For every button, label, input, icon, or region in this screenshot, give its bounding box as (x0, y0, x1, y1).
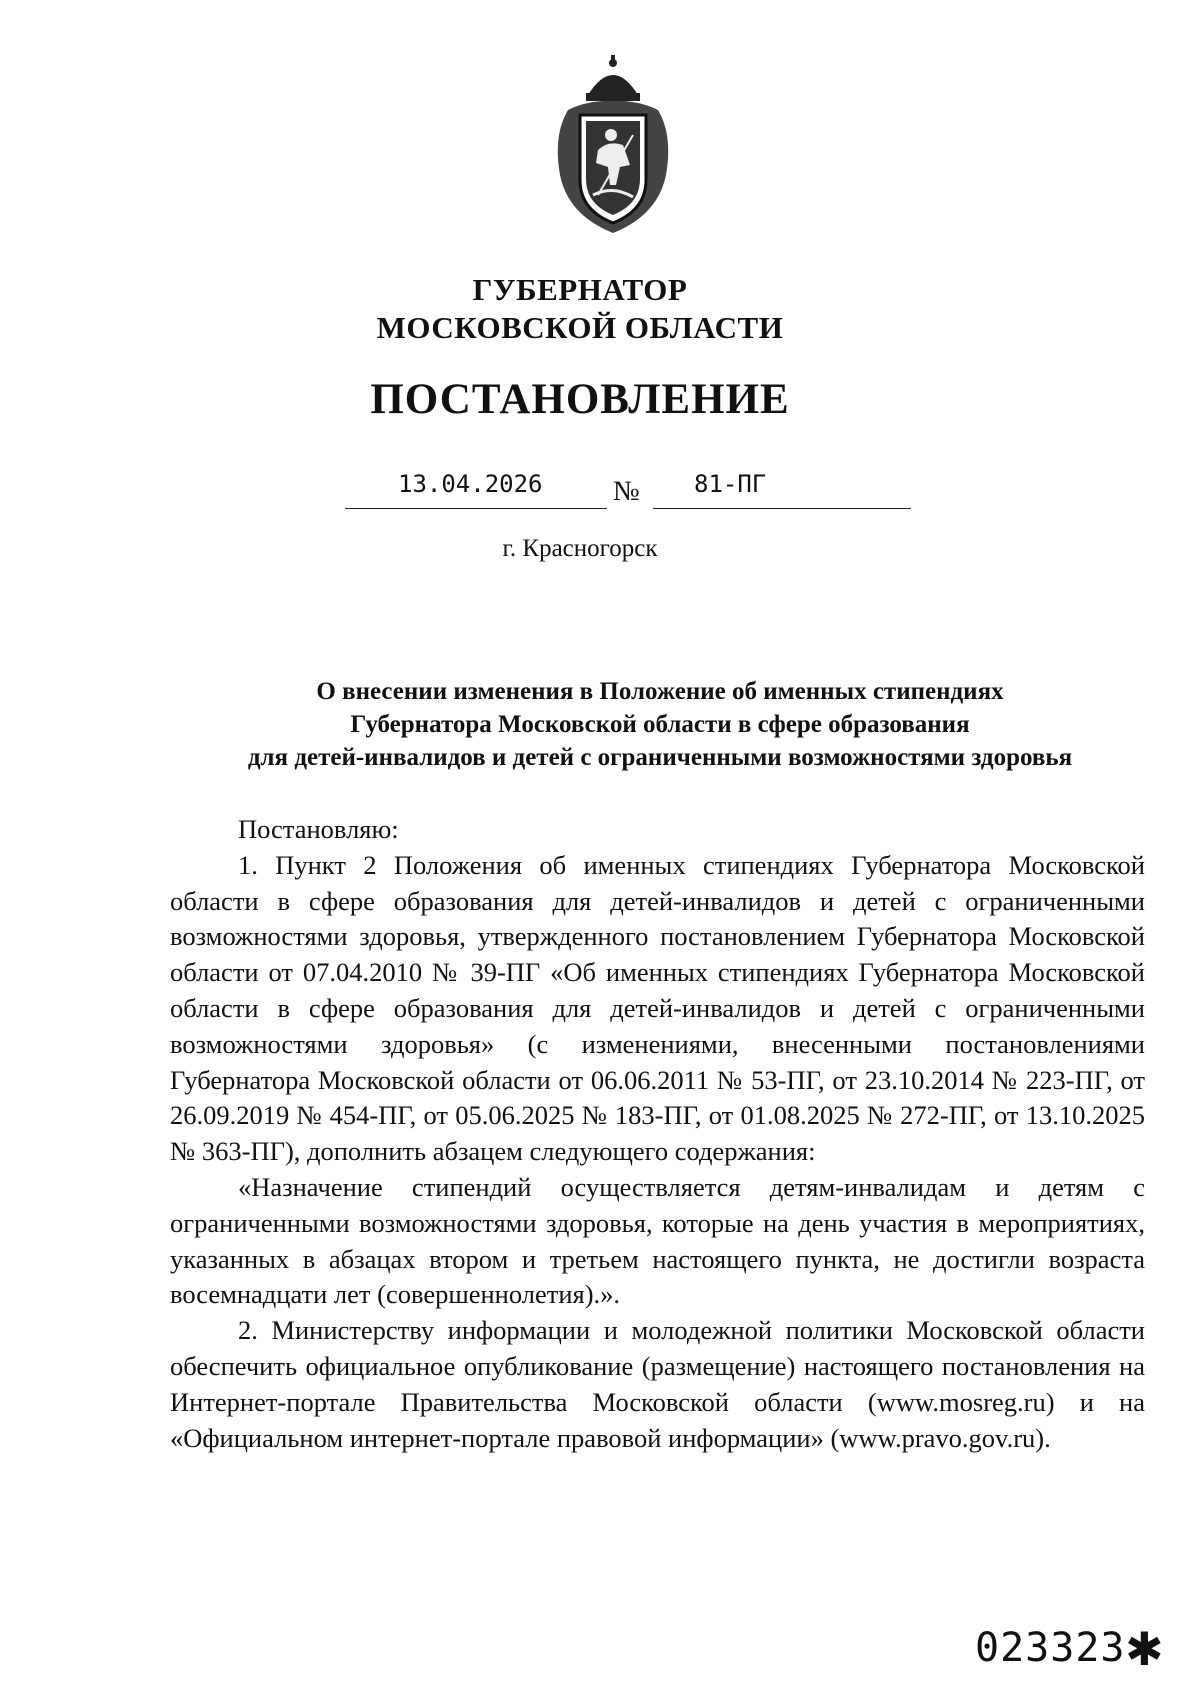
body-item-2: 2. Министерству информации и молодежной политики Московской области обеспечить официальное опубликование (размещение) настоящего постановления на Интернет-портале Правительства Московской области (www.mosreg.ru) и на «Официальном интернет-портале правовой информации» (www.pravo.gov.ru). (170, 1315, 1145, 1453)
form-serial-number: 023323 (975, 1625, 1126, 1671)
number-sign: № (613, 476, 640, 507)
authority-name-line2: МОСКОВСКОЙ ОБЛАСТИ (376, 310, 784, 345)
document-subject (160, 675, 1160, 774)
body-quote: «Назначение стипендий осуществляется детям-инвалидам и детям с ограниченными возможностями здоровья, которые на день участия в мероприятиях, указанных в абзацах втором и третьем настоящего пункта, не достигли возраста восемнадцати лет (совершеннолетия).». (170, 1171, 1145, 1310)
body-intro: Постановляю: (238, 814, 399, 844)
number-underline (653, 508, 911, 509)
document-city: г. Красногорск (502, 535, 658, 562)
document-number: 81-ПГ (694, 470, 767, 498)
document-body (170, 812, 1145, 1456)
body-item-1: 1. Пункт 2 Положения об именных стипендиях Губернатора Московской области в сфере образования для детей-инвалидов и детей с ограниченными возможностями здоровья, утвержденного постановлением Губернатора Московской области от 07.04.2010 № 39-ПГ «Об именных стипендиях Губернатора Московской области в сфере образования для детей-инвалидов и детей с ограниченными возможностями здоровья» (с изменениями, внесенными постановлениями Губернатора Московской области от 06.06.2011 № 53-ПГ, от 23.10.2014 № 223-ПГ, от 26.09.2019 № 454-ПГ, от 05.06.2025 № 183-ПГ, от 01.08.2025 № 272-ПГ, от 13.10.2025 № 363-ПГ), дополнить абзацем следующего содержания: (170, 849, 1145, 1167)
document-date: 13.04.2026 (398, 470, 543, 498)
subject-line-1: О внесении изменения в Положение об именных стипендиях (316, 678, 1004, 705)
coat-of-arms-icon (548, 55, 678, 235)
serial-mark-icon: ✱ (1125, 1622, 1164, 1676)
subject-line-3: для детей-инвалидов и детей с ограниченными возможностями здоровья (247, 744, 1073, 771)
date-underline (345, 508, 607, 509)
subject-line-2: Губернатора Московской области в сфере образования (350, 711, 970, 738)
document-type-title: ПОСТАНОВЛЕНИЕ (370, 376, 790, 423)
authority-name-line1: ГУБЕРНАТОР (472, 272, 688, 307)
